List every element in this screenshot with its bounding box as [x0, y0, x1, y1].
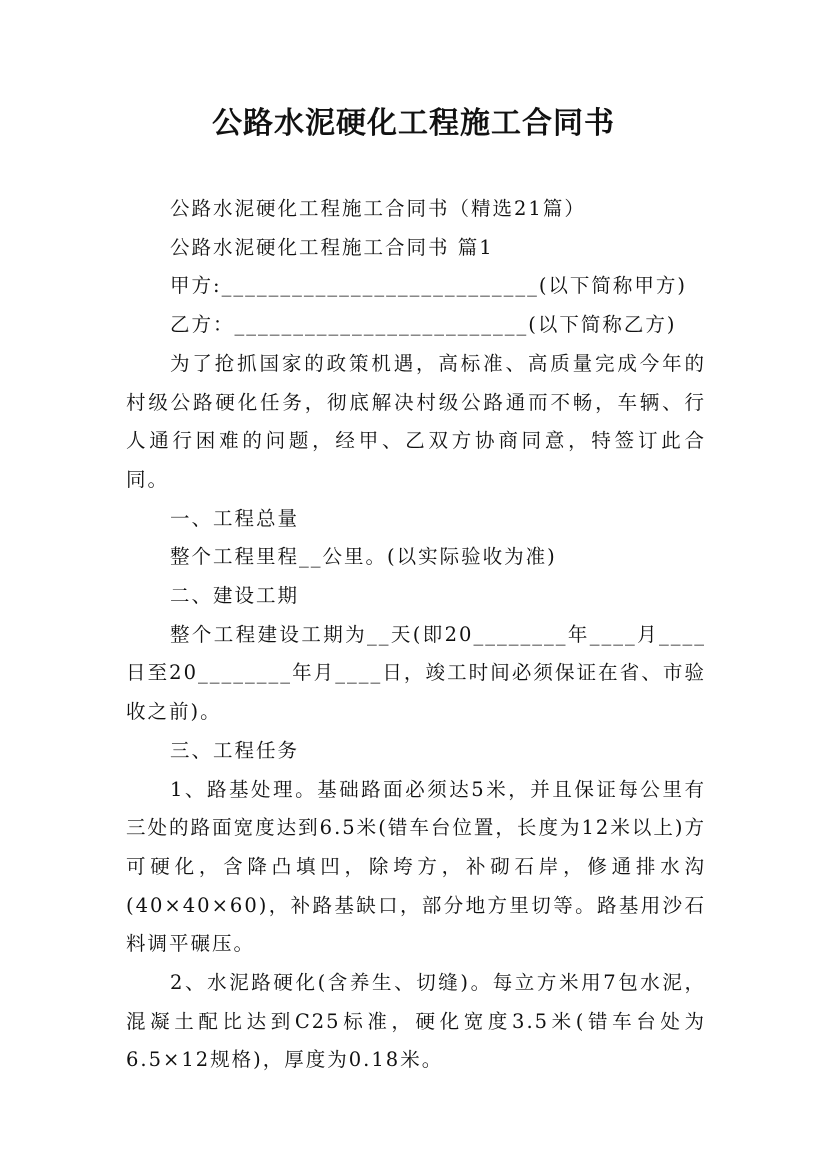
task-cement-paragraph: 2、水泥路硬化(含养生、切缝)。每立方米用7包水泥，混凝土配比达到C25标准，硬化宽度3.5米(错车台处为6.5×12规格)，厚度为0.18米。 [126, 971, 706, 1072]
subtitle-collection: 公路水泥硬化工程施工合同书（精选21篇） [170, 197, 586, 220]
document-title: 公路水泥硬化工程施工合同书 [212, 106, 615, 141]
section-heading-1: 一、工程总量 [170, 506, 300, 530]
party-b-line: 乙方：_________________________(以下简称乙方) [170, 313, 677, 337]
task-roadbed-paragraph: 1、路基处理。基础路面必须达5米，并且保证每公里有三处的路面宽度达到6.5米(错车台位置，长度为12米以上)方可硬化，含降凸填凹，除垮方，补砌石岸，修通排水沟(40×40×60)，补路基缺口，部分地方里切等。路基用沙石料调平碾压。 [126, 777, 706, 956]
schedule-paragraph: 整个工程建设工期为__天(即20________年____月____日至20________年月____日，竣工时间必须保证在省、市验收之前)。 [126, 622, 706, 724]
document-body [126, 190, 706, 1080]
subtitle-part-1: 公路水泥硬化工程施工合同书 篇1 [170, 235, 494, 259]
intro-paragraph: 为了抢抓国家的政策机遇，高标准、高质量完成今年的村级公路硬化任务，彻底解决村级公路通而不畅，车辆、行人通行困难的问题，经甲、乙双方协商同意，特签订此合同。 [126, 351, 706, 491]
section-heading-2: 二、建设工期 [170, 584, 300, 608]
section-heading-3: 三、工程任务 [170, 738, 300, 762]
party-a-line: 甲方:___________________________(以下简称甲方) [170, 274, 688, 298]
total-mileage-paragraph: 整个工程里程__公里。(以实际验收为准) [170, 545, 557, 569]
